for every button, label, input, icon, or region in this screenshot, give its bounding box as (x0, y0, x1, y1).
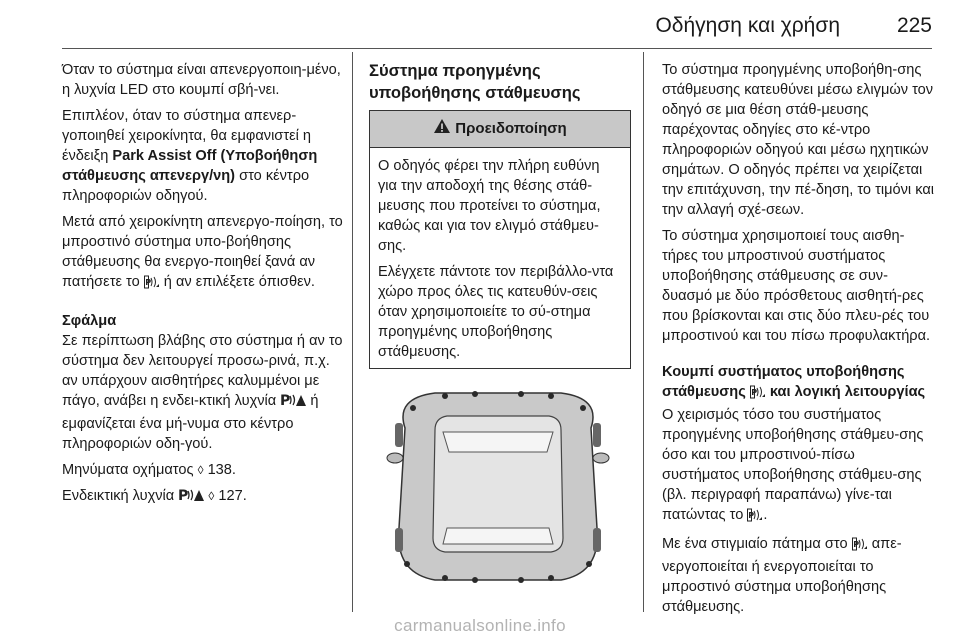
warning-triangle-icon (433, 118, 451, 140)
text-span: Κουμπί συστήματος υποβοήθησης στάθμευσης (662, 364, 905, 400)
paragraph (662, 534, 934, 617)
text-span: στο κέντρο πληροφοριών οδηγού. (62, 168, 310, 204)
paragraph (62, 331, 344, 454)
watermark: carmanualsonline.info (394, 616, 566, 635)
page-reference: 127. (218, 488, 247, 504)
text-span: Ο χειρισμός τόσο του συστήματος προηγμένης υποβοήθησης στάθμευ-σης όσο και του μπροστινού-πίσω συστήματος υποβοήθησης στάθμευ-σης (βλ. περιγραφή παραπάνω) γίνε-ται πατώντας το (662, 407, 924, 523)
svg-text:P: P (751, 388, 757, 397)
parking-assist-button-icon (144, 275, 160, 295)
warning-box (369, 110, 631, 369)
parking-assist-warning-icon (178, 487, 204, 509)
page-number: 225 (896, 14, 932, 37)
section-heading: Σύστημα προηγμένης υποβοήθησης στάθμευσης (369, 61, 581, 102)
paragraph: Όταν το σύστημα είναι απενεργοποιη-μένο, η λυχνία LED στο κουμπί σβή-νει. (62, 62, 341, 98)
text-span: . (763, 507, 768, 523)
paragraph (62, 106, 344, 206)
text-span: Με ένα στιγμιαίο πάτημα στο (662, 536, 852, 552)
svg-text:P: P (144, 278, 151, 287)
parking-assist-button-icon (750, 385, 766, 405)
warning-title: Προειδοποίηση (455, 120, 567, 137)
svg-text:P: P (280, 393, 291, 408)
button-heading (662, 362, 934, 405)
column-divider-2 (643, 52, 644, 612)
warning-paragraph: Ο οδηγός φέρει την πλήρη ευθύνη για την αποδοχή της θέσης στάθ-μευσης που προτείνει το σύστημα, καθώς και για τον ελιγμό στάθμευ-σης. (378, 158, 601, 254)
warning-body (370, 148, 630, 368)
svg-text:P: P (178, 488, 189, 503)
paragraph: Το σύστημα προηγμένης υποβοήθη-σης στάθμευσης κατευθύνει μέσω ελιγμών τον οδηγό σε μια θέση στάθ-μευσης παρέχοντας οδηγίες στο κέ-ντρο πληροφοριών οδηγού και μέσω ηχητικών σημάτων. Ο οδηγός πρέπει να χειρίζεται την επιτάχυνση, την πέ-δηση, το τιμόνι και την αλλαγή σχέ-σεων. (662, 62, 935, 218)
fault-heading: Σφάλμα (62, 313, 117, 329)
text-span: απε-νεργοποιείται ή ενεργοποιείται το μπροστινό σύστημα υποβοήθησης στάθμευσης. (662, 536, 902, 615)
park-assist-off-message: Park Assist Off (Υποβοήθηση στάθμευσης απενεργ/νη) (62, 148, 318, 184)
parking-assist-warning-icon (280, 392, 306, 414)
paragraph (62, 212, 344, 295)
column-2 (369, 60, 631, 379)
page-reference-icon: ◊ (197, 463, 204, 477)
column-1 (62, 60, 344, 515)
page-reference-icon: ◊ (208, 489, 215, 503)
parking-assist-button-icon (747, 508, 763, 528)
header-rule (62, 48, 932, 49)
text-span: ή αν επιλέξετε όπισθεν. (159, 274, 315, 290)
column-3 (662, 60, 934, 623)
car-sensor-illustration (365, 368, 631, 608)
text-span: Ενδεικτική λυχνία (62, 488, 179, 504)
text-span: Επιπλέον, όταν το σύστημα απενερ-γοποιηθεί χειροκίνητα, θα εμφανιστεί η ένδειξη (62, 108, 311, 164)
car-top-view-icon (365, 368, 631, 608)
text-span: και λογική λειτουργίας (765, 384, 926, 400)
column-divider-1 (352, 52, 353, 612)
svg-text:P: P (748, 511, 755, 520)
text-span: Μετά από χειροκίνητη απενεργο-ποίηση, το μπροστινό σύστημα υπο-βοήθησης στάθμευσης θα ενεργο-ποιηθεί ξανά αν πατήσετε το (62, 214, 343, 290)
text-span: Μηνύματα οχήματος (62, 462, 198, 478)
page-header-title: Οδήγηση και χρήση (655, 14, 840, 37)
paragraph: Το σύστημα χρησιμοποιεί τους αισθη-τήρες του μπροστινού συστήματος υποβοήθησης στάθμευσης σε συν-δυασμό με δύο πρόσθετους αισθητή-ρες που βρίσκονται και στις δύο πλευ-ρές του μπροστινού και του πίσω προφυλακτήρα. (662, 228, 931, 344)
warning-paragraph: Ελέγχετε πάντοτε τον περιβάλλο-ντα χώρο προς όλες τις κατευθύν-σεις όταν χρησιμοποιείτε το σύ-στημα προηγμένης υποβοήθησης στάθμευσης. (378, 264, 614, 360)
vehicle-messages-reference (62, 460, 344, 480)
text-span: Σε περίπτωση βλάβης στο σύστημα ή αν το σύστημα δεν λειτουργεί προσω-ρινά, π.χ. αν υπάρχουν αισθητήρες καλυμμένοι με πάγο, ανάβει η ενδει-κτική λυχνία (62, 333, 343, 409)
page-reference: 138. (207, 462, 236, 478)
warning-light-reference (62, 486, 344, 509)
parking-assist-button-icon (852, 537, 868, 557)
svg-text:P: P (852, 540, 859, 549)
paragraph (662, 405, 934, 528)
text-span: ή εμφανίζεται ένα μή-νυμα στο κέντρο πληροφοριών οδη-γού. (62, 393, 319, 452)
warning-header (370, 111, 630, 148)
